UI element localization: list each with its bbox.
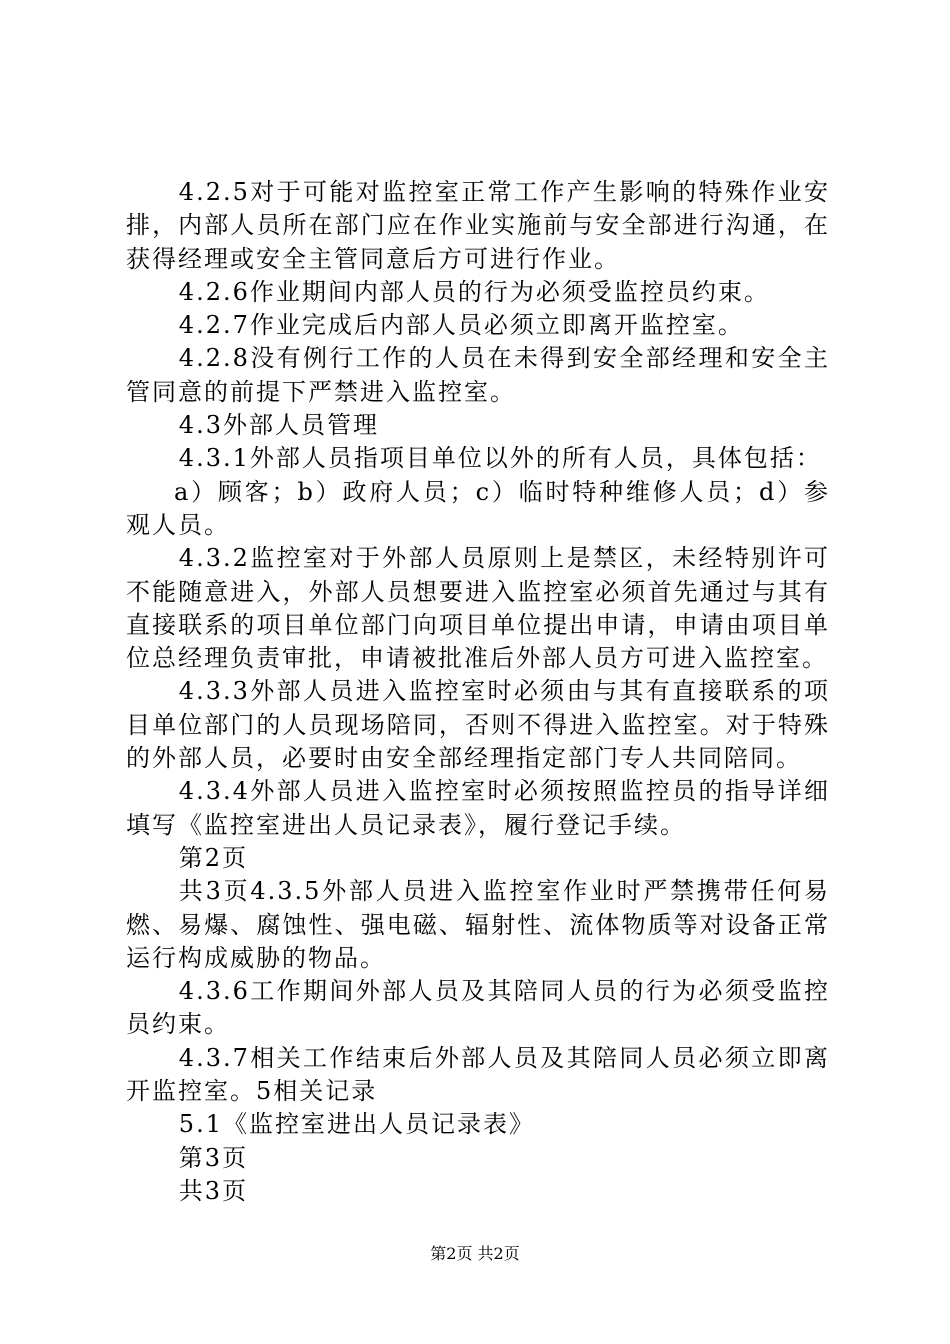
paragraph-list-abcd: a）顾客；b）政府人员；c）临时特种维修人员；d）参观人员。 — [126, 477, 830, 539]
paragraph-4-3-1: 4.3.1外部人员指项目单位以外的所有人员，具体包括： — [178, 444, 822, 473]
page-footer: 第2页 共2页 — [430, 1244, 520, 1263]
page-marker-2: 第2页 — [178, 843, 249, 872]
paragraph-4-3-4: 4.3.4外部人员进入监控室时必须按照监控员的指导详细填写《监控室进出人员记录表》，履行登记手续。 — [126, 777, 830, 839]
section-heading-4-3: 4.3外部人员管理 — [178, 411, 379, 440]
paragraph-4-2-7: 4.2.7作业完成后内部人员必须立即离开监控室。 — [178, 311, 744, 340]
paragraph-4-2-6: 4.2.6作业期间内部人员的行为必须受监控员约束。 — [178, 277, 770, 306]
paragraph-4-3-7: 4.3.7相关工作结束后外部人员及其陪同人员必须立即离开监控室。5相关记录 — [126, 1043, 830, 1106]
paragraph-4-3-6: 4.3.6工作期间外部人员及其陪同人员的行为必须受监控员约束。 — [126, 977, 830, 1039]
page-total-marker: 共3页 — [178, 1176, 249, 1205]
paragraph-5-1: 5.1《监控室进出人员记录表》 — [178, 1110, 535, 1139]
paragraph-4-3-2: 4.3.2监控室对于外部人员原则上是禁区，未经特别许可不能随意进入，外部人员想要进入监控室必须首先通过与其有直接联系的项目单位部门向项目单位提出申请，申请由项目单位总经理负责审批，申请被批准后外部人员方可进入监控室。 — [126, 544, 830, 673]
paragraph-4-2-8: 4.2.8没有例行工作的人员在未得到安全部经理和安全主管同意的前提下严禁进入监控室。 — [126, 344, 830, 406]
page-marker-3: 第3页 — [178, 1143, 249, 1172]
paragraph-4-3-5: 共3页4.3.5外部人员进入监控室作业时严禁携带任何易燃、易爆、腐蚀性、强电磁、辐射性、流体物质等对设备正常运行构成威胁的物品。 — [126, 877, 830, 972]
document-body — [126, 176, 830, 1208]
paragraph-4-2-5: 4.2.5对于可能对监控室正常工作产生影响的特殊作业安排，内部人员所在部门应在作业实施前与安全部进行沟通，在获得经理或安全主管同意后方可进行作业。 — [126, 178, 830, 273]
paragraph-4-3-3: 4.3.3外部人员进入监控室时必须由与其有直接联系的项目单位部门的人员现场陪同，否则不得进入监控室。对于特殊的外部人员，必要时由安全部经理指定部门专人共同陪同。 — [126, 677, 830, 773]
